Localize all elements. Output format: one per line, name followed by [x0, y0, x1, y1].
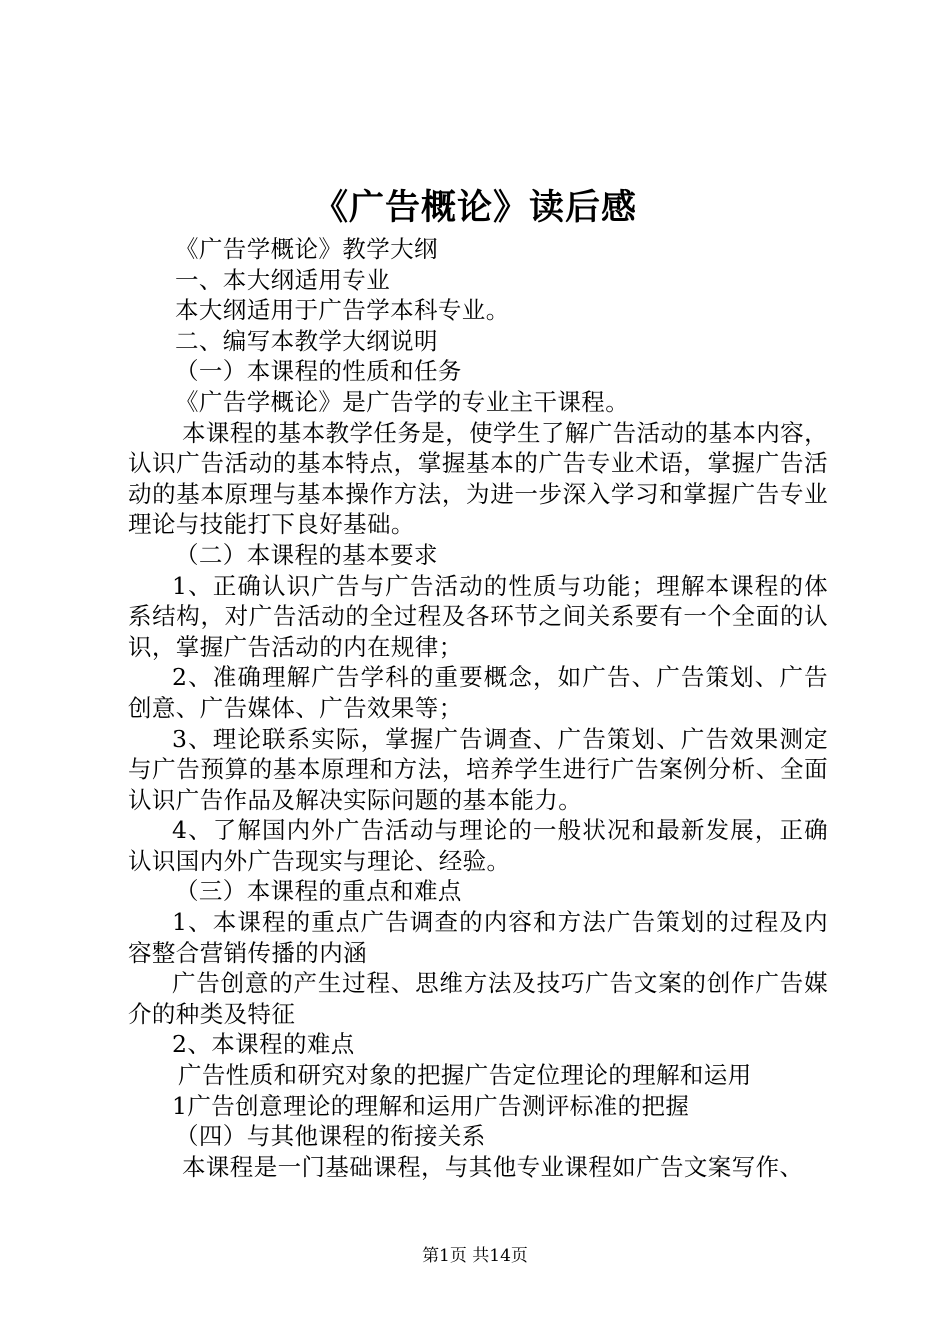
paragraph-difficulties-heading: 2、本课程的难点	[172, 1030, 355, 1059]
paragraph-requirement-4: 4、了解国内外广告活动与理论的一般状况和最新发展，正确认识国内外广告现实与理论、经验。	[128, 816, 828, 875]
paragraph-course-relations: 本课程是一门基础课程，与其他专业课程如广告文案写作、	[182, 1152, 804, 1181]
paragraph-section-1-heading: 一、本大纲适用专业	[175, 265, 391, 294]
paragraph-difficulties-1: 广告性质和研究对象的把握广告定位理论的理解和运用	[178, 1061, 752, 1090]
paragraph-syllabus-title: 《广告学概论》教学大纲	[175, 235, 438, 263]
paragraph-requirement-1: 1、正确认识广告与广告活动的性质与功能；理解本课程的体系结构，对广告活动的全过程及各环节之间关系要有一个全面的认识，掌握广告活动的内在规律；	[128, 571, 828, 661]
paragraph-requirement-3: 3、理论联系实际，掌握广告调查、广告策划、广告效果测定与广告预算的基本原理和方法，培养学生进行广告案例分析、全面认识广告作品及解决实际问题的基本能力。	[128, 724, 828, 814]
paragraph-requirement-2: 2、准确理解广告学科的重要概念，如广告、广告策划、广告创意、广告媒体、广告效果等；	[128, 663, 828, 722]
document-body	[128, 234, 828, 1182]
paragraph-subsection-4-heading: （四）与其他课程的衔接关系	[175, 1122, 486, 1151]
paragraph-key-points-2: 广告创意的产生过程、思维方法及技巧广告文案的创作广告媒介的种类及特征	[128, 969, 828, 1028]
document-title: 《广告概论》读后感	[312, 187, 637, 228]
paragraph-course-tasks: 本课程的基本教学任务是，使学生了解广告活动的基本内容，认识广告活动的基本特点，掌握基本的广告专业术语，掌握广告活动的基本原理与基本操作方法，为进一步深入学习和掌握广告专业理论与技能打下良好基础。	[128, 418, 828, 539]
page-number-footer: 第1页 共14页	[422, 1246, 528, 1266]
paragraph-subsection-2-heading: （二）本课程的基本要求	[175, 540, 438, 569]
paragraph-section-1-text: 本大纲适用于广告学本科专业。	[175, 296, 510, 325]
paragraph-section-2-heading: 二、编写本教学大纲说明	[175, 326, 438, 355]
paragraph-subsection-1-heading: （一）本课程的性质和任务	[175, 357, 462, 386]
paragraph-course-nature: 《广告学概论》是广告学的专业主干课程。	[175, 387, 630, 416]
paragraph-key-points-1: 1、本课程的重点广告调查的内容和方法广告策划的过程及内容整合营销传播的内涵	[128, 908, 828, 967]
paragraph-subsection-3-heading: （三）本课程的重点和难点	[175, 877, 462, 906]
paragraph-difficulties-2: 1广告创意理论的理解和运用广告测评标准的把握	[172, 1091, 690, 1120]
